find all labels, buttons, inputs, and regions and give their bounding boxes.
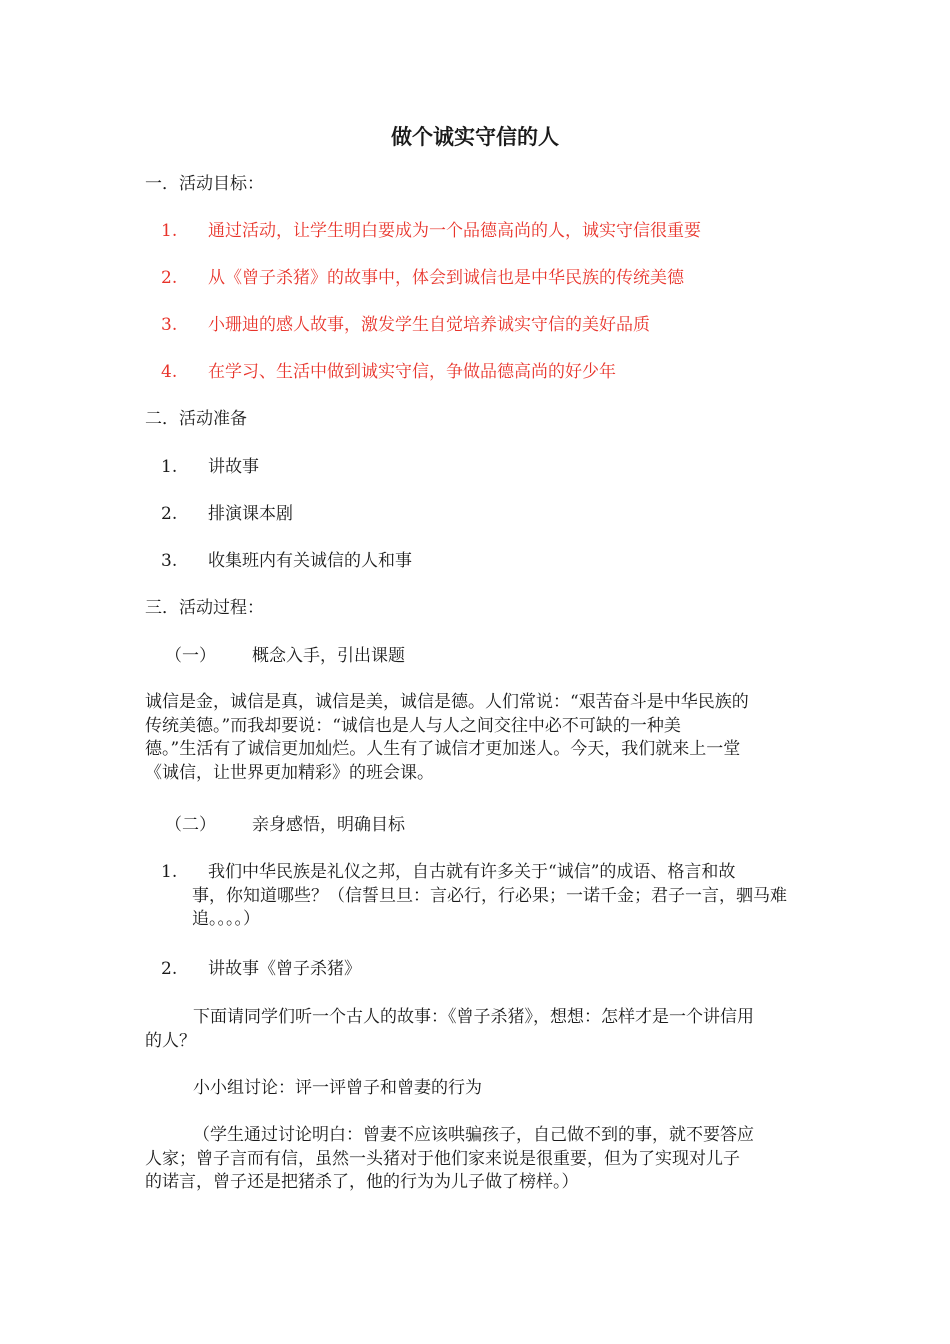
subsection-text: 概念入手，引出课题 xyxy=(252,646,405,666)
paragraph-line: 德。”生活有了诚信更加灿烂。人生有了诚信才更加迷人。今天，我们就来上一堂 xyxy=(145,739,741,759)
prep-number: 3. xyxy=(161,551,178,571)
goal-text: 从《曾子杀猪》的故事中，体会到诚信也是中华民族的传统美德 xyxy=(208,268,684,288)
paragraph-line: 我们中华民族是礼仪之邦，自古就有许多关于“诚信”的成语、格言和故 xyxy=(208,862,736,882)
intro-paragraph xyxy=(145,691,810,785)
goal-text: 在学习、生活中做到诚实守信，争做品德高尚的好少年 xyxy=(208,362,616,382)
discussion-line: 小小组讨论：评一评曾子和曾妻的行为 xyxy=(193,1078,482,1098)
prep-number: 2. xyxy=(161,504,178,524)
goal-number: 4. xyxy=(161,362,178,382)
paragraph-line: 事，你知道哪些？（信誓旦旦：言必行，行必果；一诺千金；君子一言，驷马难 xyxy=(192,885,787,906)
section-heading-goals: 一．活动目标： xyxy=(145,174,264,194)
goal-text: 通过活动，让学生明白要成为一个品德高尚的人，诚实守信很重要 xyxy=(208,221,701,241)
subsection-number: （二） xyxy=(165,815,216,835)
paragraph-line: 下面请同学们听一个古人的故事：《曾子杀猪》，想想：怎样才是一个讲信用 xyxy=(193,1007,754,1027)
goal-number: 3. xyxy=(161,315,178,335)
item-number: 1. xyxy=(161,862,178,882)
goal-number: 1. xyxy=(161,221,178,241)
conclusion-paragraph xyxy=(145,1124,810,1195)
paragraph-line: 《诚信，让世界更加精彩》的班会课。 xyxy=(145,762,434,783)
paragraph-line: （学生通过讨论明白：曾妻不应该哄骗孩子，自己做不到的事，就不要答应 xyxy=(193,1125,754,1145)
section-heading-preparation: 二．活动准备 xyxy=(145,409,247,429)
goal-text: 小珊迪的感人故事，激发学生自觉培养诚实守信的美好品质 xyxy=(208,315,650,335)
prep-number: 1. xyxy=(161,457,178,477)
paragraph-line: 追。。。。） xyxy=(192,909,260,929)
paragraph-line: 的人？ xyxy=(145,1030,196,1051)
section-heading-process: 三．活动过程： xyxy=(145,598,264,618)
story-paragraph xyxy=(145,1006,810,1053)
item-text: 讲故事《曾子杀猪》 xyxy=(208,959,361,979)
goal-number: 2. xyxy=(161,268,178,288)
prep-text: 讲故事 xyxy=(208,457,259,477)
prep-text: 排演课本剧 xyxy=(208,504,293,524)
prep-text: 收集班内有关诚信的人和事 xyxy=(208,551,412,571)
subsection-text: 亲身感悟，明确目标 xyxy=(252,815,405,835)
process-item-text xyxy=(192,861,812,932)
paragraph-line: 诚信是金，诚信是真，诚信是美，诚信是德。人们常说：“艰苦奋斗是中华民族的 xyxy=(145,692,749,712)
paragraph-line: 的诺言，曾子还是把猪杀了，他的行为为儿子做了榜样。） xyxy=(145,1172,579,1192)
subsection-number: （一） xyxy=(165,646,216,666)
paragraph-line: 人家；曾子言而有信，虽然一头猪对于他们家来说是很重要，但为了实现对儿子 xyxy=(145,1148,740,1169)
item-number: 2. xyxy=(161,959,178,979)
paragraph-line: 传统美德。”而我却要说：“诚信也是人与人之间交往中必不可缺的一种美 xyxy=(145,715,681,736)
document-title: 做个诚实守信的人 xyxy=(391,124,559,149)
